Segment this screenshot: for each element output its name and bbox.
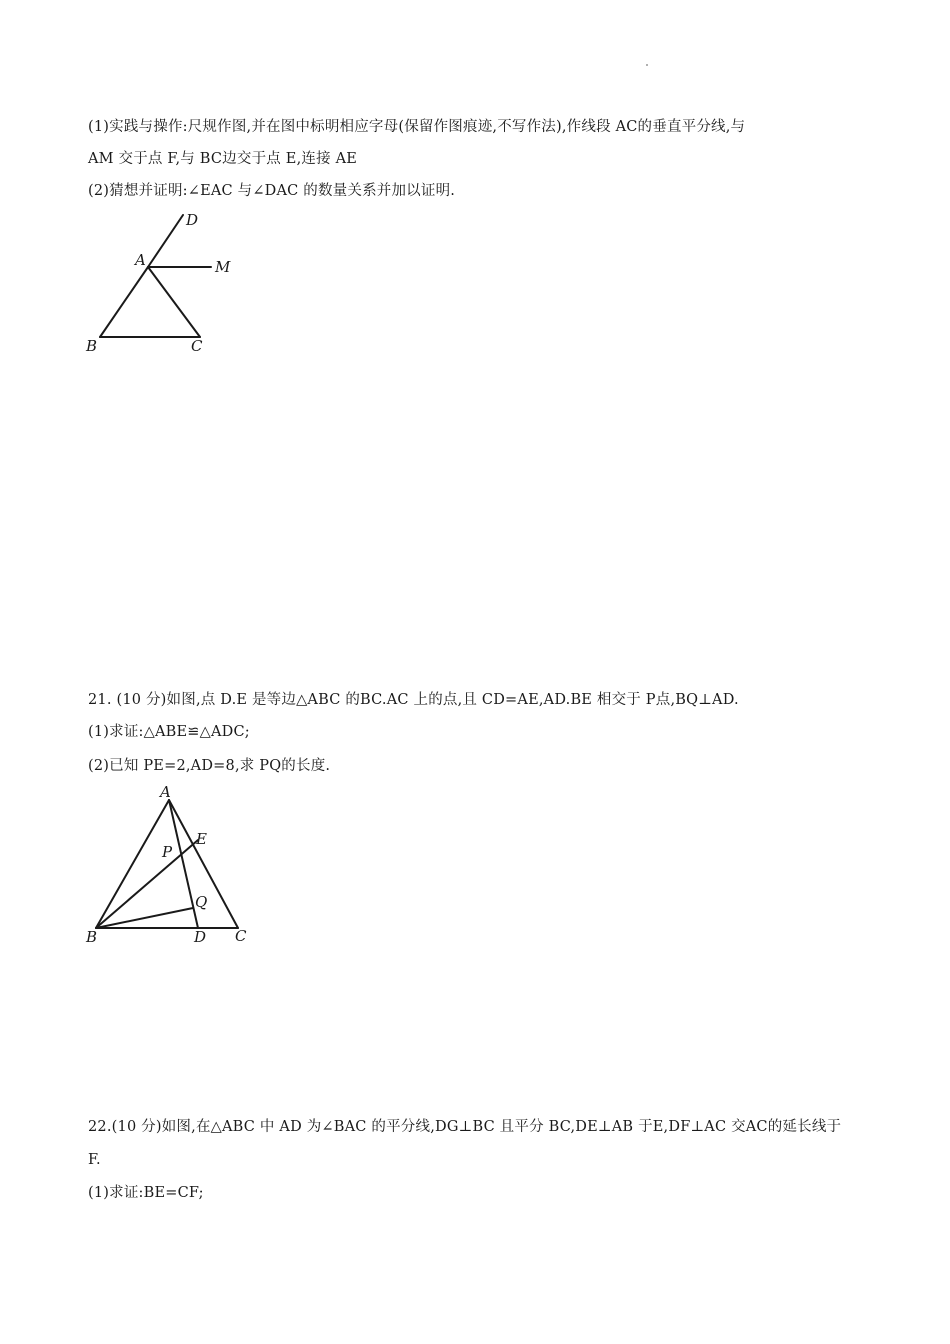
scan-dot (646, 64, 648, 66)
q20-part1-line2: AM 交于点 F,与 BC边交于点 E,连接 AE (88, 151, 358, 167)
q22-part1: (1)求证:BE=CF; (88, 1185, 204, 1201)
q20-label-m: M (215, 258, 231, 276)
q20-segment-ab (100, 267, 148, 337)
q21-label-p: P (162, 843, 173, 861)
q21-label-c: C (235, 927, 247, 945)
q20-part2: (2)猜想并证明:∠EAC 与∠DAC 的数量关系并加以证明. (88, 183, 456, 199)
q20-label-c: C (191, 337, 203, 355)
q20-label-a: A (135, 251, 146, 269)
q21-title: 21. (10 分)如图,点 D.E 是等边△ABC 的BC.AC 上的点,且 CD=AE,AD.BE 相交于 P点,BQ⊥AD. (88, 692, 739, 708)
q20-segment-ac (148, 267, 200, 337)
q20-segment-ad (148, 215, 183, 267)
q21-part2: (2)已知 PE=2,AD=8,求 PQ的长度. (88, 758, 331, 774)
q20-figure (80, 205, 260, 365)
q20-label-d: D (186, 211, 199, 229)
q21-segment-be (96, 840, 198, 928)
q21-label-q: Q (195, 893, 208, 911)
q22-title-line2: F. (88, 1152, 101, 1168)
q20-part1-line1: (1)实践与操作:尺规作图,并在图中标明相应字母(保留作图痕迹,不写作法),作线段 AC的垂直平分线,与 (88, 119, 746, 135)
q22-title-line1: 22.(10 分)如图,在△ABC 中 AD 为∠BAC 的平分线,DG⊥BC 且平分 BC,DE⊥AB 于E,DF⊥AC 交AC的延长线于 (88, 1119, 842, 1135)
q21-label-d: D (194, 928, 207, 946)
q21-part1: (1)求证:△ABE≌△ADC; (88, 724, 250, 740)
q21-segment-bq (96, 908, 193, 928)
q20-label-b: B (86, 337, 98, 355)
q21-segment-ab (96, 800, 169, 928)
q21-figure (80, 780, 270, 950)
q21-label-e: E (196, 830, 207, 848)
q21-segment-ad (169, 800, 198, 928)
q21-label-a: A (160, 783, 171, 801)
q21-label-b: B (86, 928, 98, 946)
